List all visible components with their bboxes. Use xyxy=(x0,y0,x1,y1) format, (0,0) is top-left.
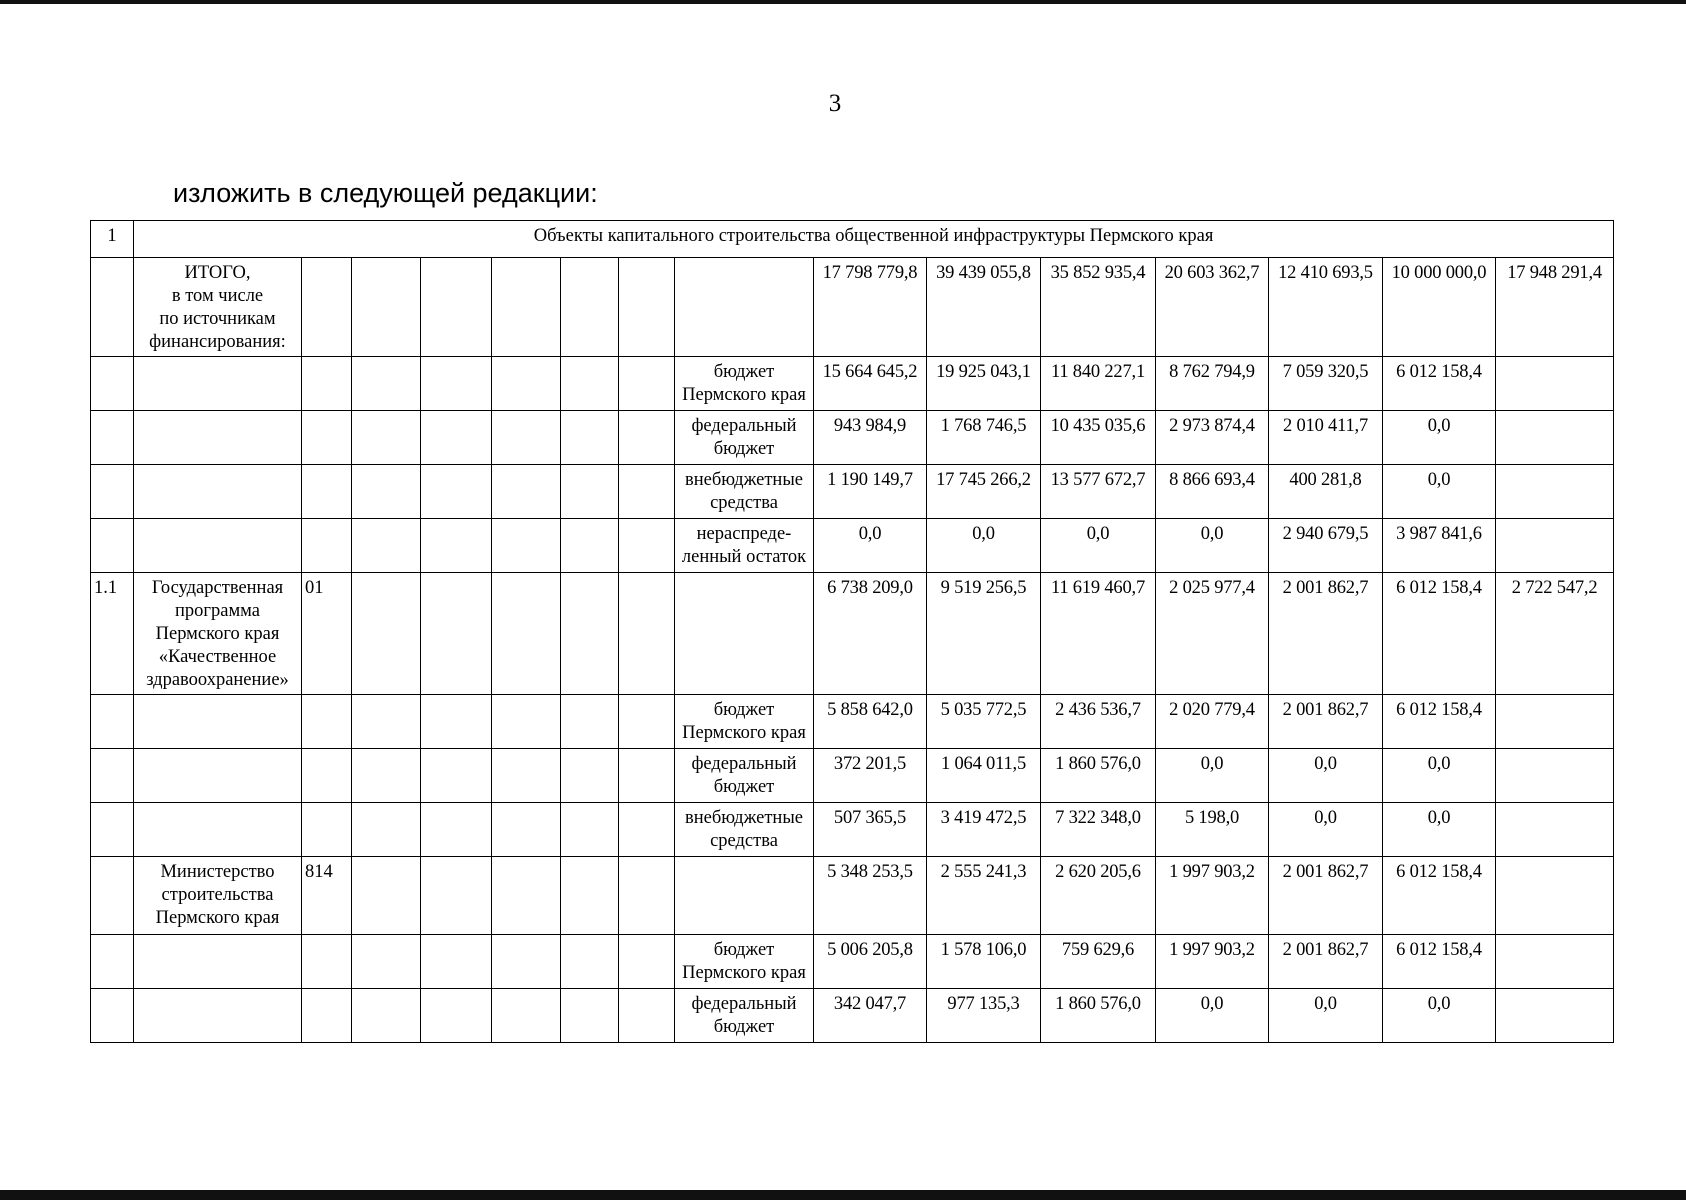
amount-cell: 1 190 149,7 xyxy=(814,465,927,519)
row-name-cell xyxy=(134,465,302,519)
section-index: 1 xyxy=(91,221,134,258)
empty-cell xyxy=(561,935,619,989)
amount-cell: 342 047,7 xyxy=(814,989,927,1043)
empty-cell xyxy=(561,519,619,573)
amount-cell: 11 619 460,7 xyxy=(1041,573,1156,695)
amount-cell: 20 603 362,7 xyxy=(1156,258,1269,357)
amount-cell: 943 984,9 xyxy=(814,411,927,465)
row-index-cell xyxy=(91,519,134,573)
funding-source-cell: федеральный бюджет xyxy=(675,749,814,803)
amount-cell: 0,0 xyxy=(1269,989,1383,1043)
amount-cell: 759 629,6 xyxy=(1041,935,1156,989)
funding-source-cell: бюджет Пермского края xyxy=(675,695,814,749)
amount-cell: 6 012 158,4 xyxy=(1383,935,1496,989)
empty-cell xyxy=(619,935,675,989)
amount-cell: 10 000 000,0 xyxy=(1383,258,1496,357)
empty-cell xyxy=(421,749,492,803)
empty-cell xyxy=(421,803,492,857)
amount-cell: 1 578 106,0 xyxy=(927,935,1041,989)
empty-cell xyxy=(492,357,561,411)
row-index-cell xyxy=(91,803,134,857)
amount-cell: 2 722 547,2 xyxy=(1496,573,1614,695)
amount-cell: 0,0 xyxy=(1156,519,1269,573)
funding-source-cell xyxy=(675,258,814,357)
empty-cell xyxy=(492,258,561,357)
row-code-cell xyxy=(302,258,352,357)
row-code-cell xyxy=(302,411,352,465)
row-code-cell xyxy=(302,519,352,573)
amount-cell: 7 059 320,5 xyxy=(1269,357,1383,411)
row-index-cell xyxy=(91,749,134,803)
row-index-cell xyxy=(91,411,134,465)
empty-cell xyxy=(492,519,561,573)
amount-cell: 1 860 576,0 xyxy=(1041,989,1156,1043)
section-header-row xyxy=(91,221,1614,258)
scan-edge-top xyxy=(0,0,1686,4)
empty-cell xyxy=(352,573,421,695)
row-name-cell: Министерство строительства Пермского края xyxy=(134,857,302,935)
amount-cell: 2 020 779,4 xyxy=(1156,695,1269,749)
amount-cell: 0,0 xyxy=(1041,519,1156,573)
empty-cell xyxy=(492,465,561,519)
row-code-cell xyxy=(302,989,352,1043)
amount-cell: 6 012 158,4 xyxy=(1383,357,1496,411)
row-name-cell xyxy=(134,803,302,857)
amount-cell: 2 010 411,7 xyxy=(1269,411,1383,465)
empty-cell xyxy=(619,411,675,465)
amount-cell: 3 987 841,6 xyxy=(1383,519,1496,573)
empty-cell xyxy=(561,803,619,857)
amount-cell xyxy=(1496,465,1614,519)
amount-cell: 5 035 772,5 xyxy=(927,695,1041,749)
amount-cell: 0,0 xyxy=(814,519,927,573)
table-row-ministry xyxy=(91,857,1614,935)
amount-cell: 6 012 158,4 xyxy=(1383,695,1496,749)
amount-cell xyxy=(1496,857,1614,935)
table-row-source xyxy=(91,695,1614,749)
amount-cell: 1 997 903,2 xyxy=(1156,935,1269,989)
funding-source-cell xyxy=(675,573,814,695)
amount-cell: 0,0 xyxy=(1383,803,1496,857)
row-name-cell xyxy=(134,519,302,573)
amount-cell: 15 664 645,2 xyxy=(814,357,927,411)
table-row-program xyxy=(91,573,1614,695)
amount-cell: 5 348 253,5 xyxy=(814,857,927,935)
scan-edge-bottom xyxy=(0,1190,1686,1200)
amount-cell: 400 281,8 xyxy=(1269,465,1383,519)
amount-cell xyxy=(1496,411,1614,465)
row-name-cell xyxy=(134,749,302,803)
amount-cell: 6 012 158,4 xyxy=(1383,573,1496,695)
funding-source-cell: нераспреде-ленный остаток xyxy=(675,519,814,573)
funding-source-cell: внебюджетные средства xyxy=(675,465,814,519)
table-row-source xyxy=(91,989,1614,1043)
empty-cell xyxy=(492,989,561,1043)
empty-cell xyxy=(352,411,421,465)
table-row-source xyxy=(91,357,1614,411)
row-name-cell xyxy=(134,695,302,749)
amount-cell: 2 555 241,3 xyxy=(927,857,1041,935)
empty-cell xyxy=(352,857,421,935)
empty-cell xyxy=(352,989,421,1043)
funding-source-cell xyxy=(675,857,814,935)
row-index-cell xyxy=(91,989,134,1043)
empty-cell xyxy=(492,695,561,749)
empty-cell xyxy=(352,695,421,749)
amount-cell: 0,0 xyxy=(1269,803,1383,857)
amount-cell: 6 738 209,0 xyxy=(814,573,927,695)
funding-source-cell: бюджет Пермского края xyxy=(675,935,814,989)
empty-cell xyxy=(619,357,675,411)
amount-cell: 17 745 266,2 xyxy=(927,465,1041,519)
amount-cell xyxy=(1496,803,1614,857)
empty-cell xyxy=(421,519,492,573)
amount-cell: 3 419 472,5 xyxy=(927,803,1041,857)
amount-cell: 2 940 679,5 xyxy=(1269,519,1383,573)
amount-cell: 12 410 693,5 xyxy=(1269,258,1383,357)
empty-cell xyxy=(352,357,421,411)
amount-cell: 2 973 874,4 xyxy=(1156,411,1269,465)
amount-cell: 2 001 862,7 xyxy=(1269,695,1383,749)
funding-source-cell: внебюджетные средства xyxy=(675,803,814,857)
amount-cell: 0,0 xyxy=(1156,989,1269,1043)
empty-cell xyxy=(492,573,561,695)
amount-cell: 6 012 158,4 xyxy=(1383,857,1496,935)
page-number: 3 xyxy=(828,90,842,117)
empty-cell xyxy=(561,258,619,357)
empty-cell xyxy=(352,258,421,357)
row-index-cell: 1.1 xyxy=(91,573,134,695)
amount-cell: 2 001 862,7 xyxy=(1269,857,1383,935)
row-name-cell xyxy=(134,935,302,989)
row-index-cell xyxy=(91,695,134,749)
amount-cell: 10 435 035,6 xyxy=(1041,411,1156,465)
empty-cell xyxy=(352,465,421,519)
amount-cell: 7 322 348,0 xyxy=(1041,803,1156,857)
empty-cell xyxy=(561,695,619,749)
empty-cell xyxy=(561,989,619,1043)
amount-cell: 35 852 935,4 xyxy=(1041,258,1156,357)
row-name-cell: ИТОГО, в том числе по источникам финансирования: xyxy=(134,258,302,357)
amount-cell: 1 860 576,0 xyxy=(1041,749,1156,803)
empty-cell xyxy=(619,749,675,803)
empty-cell xyxy=(421,989,492,1043)
empty-cell xyxy=(561,465,619,519)
empty-cell xyxy=(561,357,619,411)
empty-cell xyxy=(619,573,675,695)
empty-cell xyxy=(619,857,675,935)
empty-cell xyxy=(561,411,619,465)
empty-cell xyxy=(421,465,492,519)
empty-cell xyxy=(619,519,675,573)
row-name-cell xyxy=(134,989,302,1043)
empty-cell xyxy=(352,935,421,989)
amount-cell: 11 840 227,1 xyxy=(1041,357,1156,411)
amount-cell: 13 577 672,7 xyxy=(1041,465,1156,519)
amount-cell: 9 519 256,5 xyxy=(927,573,1041,695)
amount-cell: 0,0 xyxy=(927,519,1041,573)
amount-cell xyxy=(1496,695,1614,749)
amount-cell xyxy=(1496,357,1614,411)
row-code-cell xyxy=(302,935,352,989)
table-row-source xyxy=(91,803,1614,857)
budget-table xyxy=(90,220,1614,1043)
row-code-cell xyxy=(302,749,352,803)
amount-cell: 5 198,0 xyxy=(1156,803,1269,857)
amount-cell: 8 762 794,9 xyxy=(1156,357,1269,411)
row-index-cell xyxy=(91,357,134,411)
amount-cell: 2 001 862,7 xyxy=(1269,573,1383,695)
table-row-source xyxy=(91,749,1614,803)
empty-cell xyxy=(492,749,561,803)
amount-cell: 8 866 693,4 xyxy=(1156,465,1269,519)
row-name-cell xyxy=(134,357,302,411)
table-row-source xyxy=(91,519,1614,573)
amount-cell: 1 997 903,2 xyxy=(1156,857,1269,935)
row-code-cell xyxy=(302,695,352,749)
row-name-cell: Государственная программа Пермского края «Качественное здравоохранение» xyxy=(134,573,302,695)
empty-cell xyxy=(561,857,619,935)
amount-cell: 2 025 977,4 xyxy=(1156,573,1269,695)
row-index-cell xyxy=(91,258,134,357)
amount-cell xyxy=(1496,519,1614,573)
amount-cell: 2 620 205,6 xyxy=(1041,857,1156,935)
amount-cell: 5 858 642,0 xyxy=(814,695,927,749)
amount-cell: 19 925 043,1 xyxy=(927,357,1041,411)
empty-cell xyxy=(421,695,492,749)
table-row-source xyxy=(91,935,1614,989)
table-row-source xyxy=(91,465,1614,519)
empty-cell xyxy=(492,803,561,857)
amount-cell: 977 135,3 xyxy=(927,989,1041,1043)
empty-cell xyxy=(352,803,421,857)
amount-cell: 507 365,5 xyxy=(814,803,927,857)
table-row-total xyxy=(91,258,1614,357)
funding-source-cell: федеральный бюджет xyxy=(675,411,814,465)
empty-cell xyxy=(421,357,492,411)
amount-cell: 0,0 xyxy=(1383,989,1496,1043)
row-index-cell xyxy=(91,857,134,935)
empty-cell xyxy=(421,857,492,935)
row-index-cell xyxy=(91,465,134,519)
funding-source-cell: бюджет Пермского края xyxy=(675,357,814,411)
amount-cell: 39 439 055,8 xyxy=(927,258,1041,357)
row-index-cell xyxy=(91,935,134,989)
empty-cell xyxy=(619,465,675,519)
empty-cell xyxy=(492,411,561,465)
amount-cell: 372 201,5 xyxy=(814,749,927,803)
amount-cell xyxy=(1496,989,1614,1043)
row-code-cell: 01 xyxy=(302,573,352,695)
intro-text: изложить в следующей редакции: xyxy=(173,178,598,208)
amount-cell: 5 006 205,8 xyxy=(814,935,927,989)
funding-source-cell: федеральный бюджет xyxy=(675,989,814,1043)
empty-cell xyxy=(561,749,619,803)
row-code-cell xyxy=(302,357,352,411)
amount-cell: 2 001 862,7 xyxy=(1269,935,1383,989)
empty-cell xyxy=(619,695,675,749)
row-code-cell xyxy=(302,803,352,857)
empty-cell xyxy=(352,749,421,803)
table-row-source xyxy=(91,411,1614,465)
empty-cell xyxy=(492,935,561,989)
empty-cell xyxy=(421,573,492,695)
empty-cell xyxy=(421,258,492,357)
amount-cell: 0,0 xyxy=(1156,749,1269,803)
row-code-cell xyxy=(302,465,352,519)
row-code-cell: 814 xyxy=(302,857,352,935)
row-name-cell xyxy=(134,411,302,465)
section-title: Объекты капитального строительства общественной инфраструктуры Пермского края xyxy=(134,221,1614,258)
amount-cell: 0,0 xyxy=(1383,749,1496,803)
amount-cell: 17 948 291,4 xyxy=(1496,258,1614,357)
empty-cell xyxy=(421,411,492,465)
empty-cell xyxy=(619,258,675,357)
empty-cell xyxy=(619,803,675,857)
amount-cell xyxy=(1496,749,1614,803)
amount-cell: 0,0 xyxy=(1383,411,1496,465)
empty-cell xyxy=(352,519,421,573)
amount-cell: 17 798 779,8 xyxy=(814,258,927,357)
amount-cell: 0,0 xyxy=(1269,749,1383,803)
empty-cell xyxy=(492,857,561,935)
amount-cell: 0,0 xyxy=(1383,465,1496,519)
empty-cell xyxy=(561,573,619,695)
empty-cell xyxy=(619,989,675,1043)
amount-cell xyxy=(1496,935,1614,989)
amount-cell: 1 768 746,5 xyxy=(927,411,1041,465)
empty-cell xyxy=(421,935,492,989)
amount-cell: 1 064 011,5 xyxy=(927,749,1041,803)
amount-cell: 2 436 536,7 xyxy=(1041,695,1156,749)
